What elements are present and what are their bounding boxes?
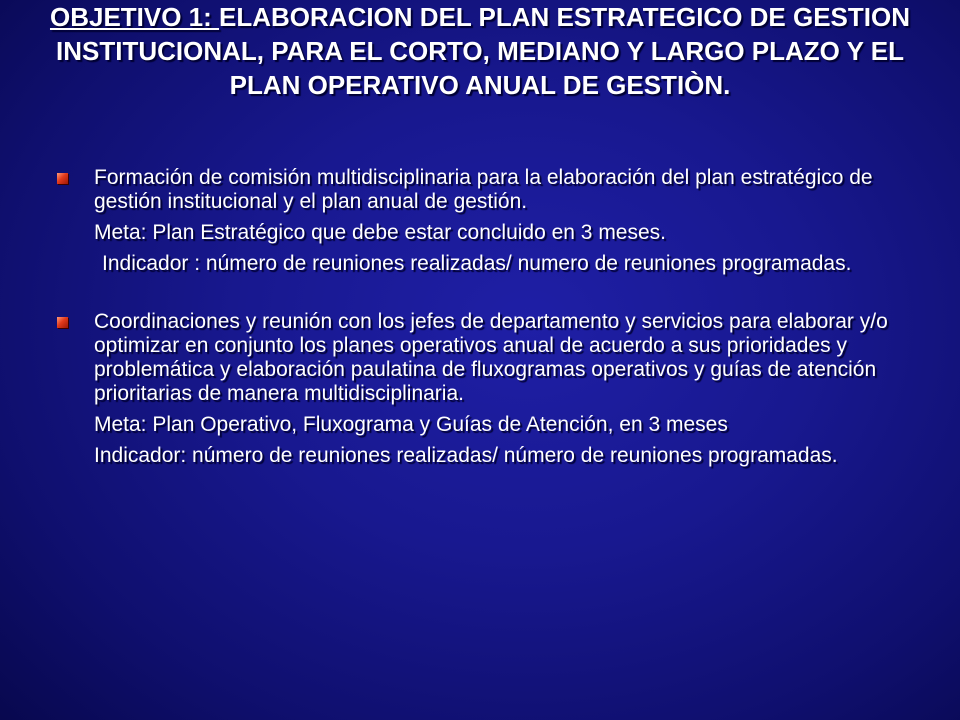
square-bullet-icon xyxy=(57,173,68,184)
slide-title xyxy=(40,0,920,102)
indicador-text: Indicador : número de reuniones realizadas/ numero de reuniones programadas. xyxy=(102,252,852,275)
meta-text: Meta: Plan Estratégico que debe estar concluido en 3 meses. xyxy=(94,221,667,244)
title-objective-label: OBJETIVO 1: xyxy=(49,2,220,32)
title-text: ELABORACION DEL PLAN ESTRATEGICO DE GESTION INSTITUCIONAL, PARA EL CORTO, MEDIANO Y LARGO PLAZO Y EL PLAN OPERATIVO ANUAL DE GESTIÒN. xyxy=(56,2,910,100)
square-bullet-icon xyxy=(57,317,68,328)
bullet-list xyxy=(52,166,912,502)
bullet-item-1 xyxy=(52,166,912,276)
bullet-text: Formación de comisión multidisciplinaria para la elaboración del plan estratégico de gestión institucional y el plan anual de gestión. xyxy=(94,166,873,213)
meta-text: Meta: Plan Operativo, Fluxograma y Guías de Atención, en 3 meses xyxy=(94,413,728,436)
indicador-text: Indicador: número de reuniones realizadas/ número de reuniones programadas. xyxy=(94,444,838,467)
bullet-item-2 xyxy=(52,310,912,468)
bullet-text: Coordinaciones y reunión con los jefes de departamento y servicios para elaborar y/o optimizar en conjunto los planes operativos anual de acuerdo a sus prioridades y problemática y elaboración paulatina de fluxogramas operativos y guías de atención prioritarias de manera multidisciplinaria. xyxy=(94,310,888,405)
